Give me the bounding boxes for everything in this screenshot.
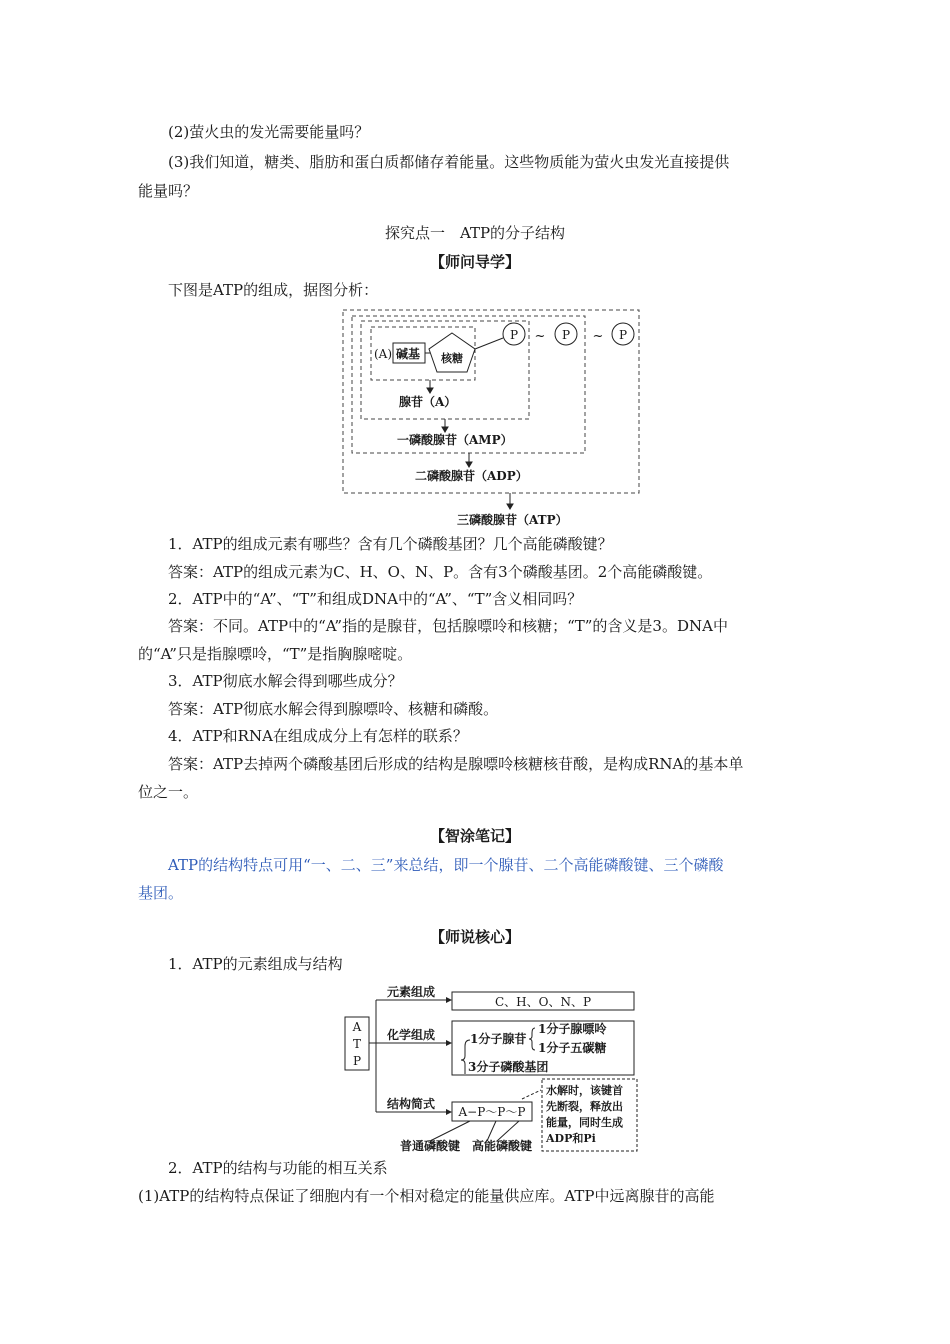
adenosine-1: 1分子腺苷 xyxy=(470,1032,527,1046)
atp-label: 三磷酸腺苷（ATP） xyxy=(457,513,568,527)
core-paragraph-1: (1)ATP的结构特点保证了细胞内有一个相对稳定的能量供应库。ATP中远离腺苷的高能 xyxy=(138,1187,715,1205)
phosphate-label-3: P xyxy=(618,328,628,342)
pentose-label: 1分子五碳糖 xyxy=(538,1041,607,1055)
arrow-chem xyxy=(446,1040,452,1046)
phosphate-label-2: P xyxy=(561,328,571,342)
adenine-label: 1分子腺嘌呤 xyxy=(538,1022,607,1036)
question-2: 2．ATP中的“A”、“T”和组成DNA中的“A”、“T”含义相同吗？ xyxy=(168,590,583,608)
elements-value: C、H、O、N、P xyxy=(494,995,592,1009)
core-item-1: 1．ATP的元素组成与结构 xyxy=(168,955,343,973)
answer-1: 答案：ATP的组成元素为C、H、O、N、P。含有3个磷酸基团。2个高能磷酸键。 xyxy=(168,563,713,581)
intro-question-3-line2: 能量吗？ xyxy=(138,182,199,200)
normal-bond-label: 普通磷酸键 xyxy=(400,1139,461,1153)
adenosine-brace xyxy=(529,1028,535,1050)
amp-label: 一磷酸腺苷（AMP） xyxy=(397,433,513,447)
atp-letter-a: A xyxy=(352,1020,362,1034)
answer-2-line1: 答案：不同。ATP中的“A”指的是腺苷，包括腺嘌呤和核糖；“T”的含义是3。DNA中 xyxy=(168,617,728,635)
struct-label: 结构简式 xyxy=(387,1097,436,1111)
a-label: (A) xyxy=(374,347,393,361)
elements-label: 元素组成 xyxy=(387,985,436,999)
atp-letter-p: P xyxy=(352,1054,362,1068)
intro-question-3-line1: (3)我们知道，糖类、脂肪和蛋白质都储存着能量。这些物质能为萤火虫发光直接提供 xyxy=(168,153,730,171)
phosphate-label-1: P xyxy=(509,328,519,342)
atp-letter-t: T xyxy=(352,1037,362,1051)
core-item-2: 2．ATP的结构与功能的相互关系 xyxy=(168,1159,388,1177)
intro-question-2: (2)萤火虫的发光需要能量吗？ xyxy=(168,123,370,141)
adp-label: 二磷酸腺苷（ADP） xyxy=(415,469,528,483)
phosphate-group-label: 3分子磷酸基团 xyxy=(468,1060,549,1074)
adenosine-label: 腺苷（A） xyxy=(399,395,457,409)
diagram-intro: 下图是ATP的组成，据图分析： xyxy=(168,281,379,299)
high-energy-bond-2: ~ xyxy=(592,329,604,344)
formula-text: A−P～P～P xyxy=(458,1105,526,1119)
note-line-4: ADP和Pi xyxy=(546,1132,596,1145)
note-line-3: 能量，同时生成 xyxy=(546,1116,623,1129)
answer-2-line2: 的“A”只是指腺嘌呤，“T”是指胸腺嘧啶。 xyxy=(138,645,413,663)
note-line-1: 水解时，该键首 xyxy=(546,1084,623,1097)
answer-3: 答案：ATP彻底水解会得到腺嘌呤、核糖和磷酸。 xyxy=(168,700,499,718)
question-3: 3．ATP彻底水解会得到哪些成分？ xyxy=(168,672,403,690)
notes-line2: 基团。 xyxy=(138,884,184,902)
high-energy-bond-1: ~ xyxy=(534,329,546,344)
arrow-elements xyxy=(446,997,452,1003)
base-label: 碱基 xyxy=(396,347,421,361)
teacher-guide-heading: 【师问导学】 xyxy=(429,253,520,271)
arrow-formula xyxy=(446,1109,452,1115)
note-line-2: 先断裂，释放出 xyxy=(546,1100,623,1113)
notes-line1: ATP的结构特点可用“一、二、三”来总结，即一个腺苷、二个高能磷酸键、三个磷酸 xyxy=(168,856,724,874)
high-bond-label: 高能磷酸键 xyxy=(472,1139,533,1153)
chem-label: 化学组成 xyxy=(387,1028,436,1042)
answer-4-line1: 答案：ATP去掉两个磷酸基团后形成的结构是腺嘌呤核糖核苷酸，是构成RNA的基本单 xyxy=(168,755,744,773)
section-title: 探究点一 ATP的分子结构 xyxy=(384,224,566,242)
question-4: 4．ATP和RNA在组成成分上有怎样的联系？ xyxy=(168,727,468,745)
question-1: 1．ATP的组成元素有哪些？含有几个磷酸基团？几个高能磷酸键？ xyxy=(168,535,613,553)
core-heading: 【师说核心】 xyxy=(429,928,520,946)
ribose-label: 核糖 xyxy=(441,352,463,365)
answer-4-line2: 位之一。 xyxy=(138,783,199,801)
notes-heading: 【智涂笔记】 xyxy=(429,827,520,845)
